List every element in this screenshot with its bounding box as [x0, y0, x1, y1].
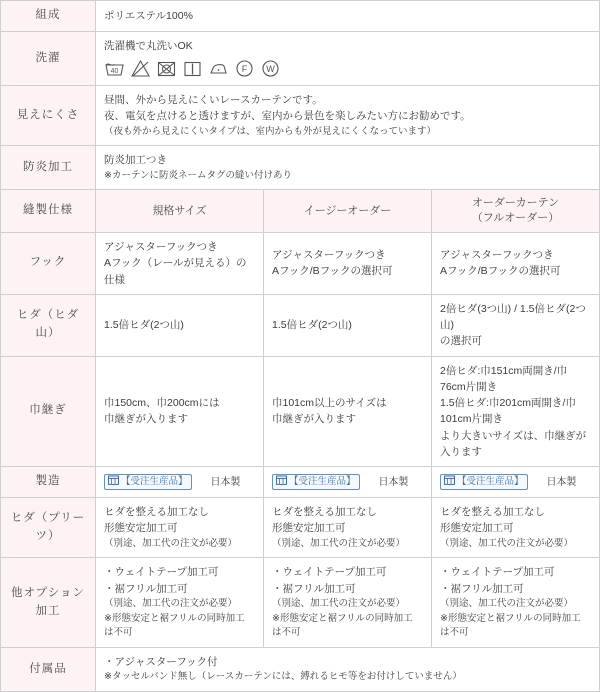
dry-clean-f-icon: [234, 58, 255, 79]
pleat-pleats-easy-order-line-2: 形態安定加工可: [272, 522, 346, 535]
iron-low-icon: [208, 58, 229, 79]
calendar-icon: [444, 475, 455, 485]
seam-full-order-line-3: より大きいサイズは、巾継ぎが入ります: [440, 429, 587, 458]
row-label-pleat-hida: ヒダ（ヒダ山）: [1, 294, 96, 356]
accessories-line-2: ※タッセルバンド無し（レースカーテンには、縛れるヒモ等をお付けしていません）: [104, 671, 462, 683]
table-row-pleat-hida: [1, 294, 600, 356]
made-to-order-badge: [272, 474, 360, 491]
row-label-seam: 巾継ぎ: [1, 356, 96, 467]
calendar-icon: [108, 475, 119, 485]
other-options-easy-order-line-2: ・裾フリル加工可: [272, 582, 356, 595]
hook-standard: [96, 233, 264, 295]
row-label-hook: フック: [1, 233, 96, 295]
svg-text:F: F: [241, 64, 248, 75]
table-row-visibility: [1, 86, 600, 146]
seam-standard-line-2: 巾継ぎが入ります: [104, 413, 188, 426]
seam-easy-order-line-1: 巾101cm以上のサイズは: [272, 397, 387, 410]
col-header-full-order: [432, 190, 600, 233]
manufacture-standard: [96, 467, 264, 498]
other-options-full-order-line-3: （別途、加工代の注文が必要）: [440, 597, 574, 609]
seam-easy-order: [264, 356, 432, 467]
flameproof-line-2: ※カーテンに防炎ネームタグの縫い付けあり: [104, 169, 292, 181]
table-row-material: [1, 1, 600, 32]
manufacture-easy-order: [264, 467, 432, 498]
table-row-other-options: [1, 558, 600, 648]
pleat-pleats-full-order-line-2: 形態安定加工可: [440, 522, 514, 535]
made-to-order-badge-label: 【受注生産品】: [289, 475, 356, 487]
bleach-triangle-no-icon: [130, 58, 151, 79]
seam-full-order-line-2: 1.5倍ヒダ:巾201cm両開き/巾101cm片開き: [440, 397, 576, 426]
tumble-dry-no-icon: [156, 58, 177, 79]
table-row-pleat-pleats: [1, 498, 600, 558]
other-options-full-order-line-2: ・裾フリル加工可: [440, 582, 524, 595]
pleat-pleats-standard-line-3: （別途、加工代の注文が必要）: [104, 537, 238, 549]
seam-standard: [96, 356, 264, 467]
col-header-full-order-line-1: オーダーカーテン: [471, 197, 560, 210]
seam-full-order-line-1: 2倍ヒダ:巾151cm両開き/巾76cm片開き: [440, 364, 568, 393]
accessories-line-1: ・アジャスターフック付: [104, 655, 218, 668]
manufacture-full-order: [432, 467, 600, 498]
col-header-full-order-line-2: （フルオーダー）: [471, 212, 560, 225]
pleat-pleats-standard-line-2: 形態安定加工可: [104, 522, 178, 535]
row-value-flameproof: [96, 146, 600, 190]
svg-text:40: 40: [110, 68, 119, 76]
row-label-pleat-pleats: ヒダ（プリーツ）: [1, 498, 96, 558]
pleat-pleats-standard: [96, 498, 264, 558]
made-to-order-badge: [440, 474, 528, 491]
row-label-visibility: 見えにくさ: [1, 86, 96, 146]
hook-full-order-line-1: アジャスターフックつき: [440, 249, 554, 262]
other-options-standard: [96, 558, 264, 648]
other-options-easy-order: [264, 558, 432, 648]
table-row-manufacture: [1, 467, 600, 498]
col-header-standard-size: 規格サイズ: [96, 190, 264, 233]
table-row-washing: [1, 31, 600, 85]
other-options-standard-line-1: ・ウェイトテープ加工可: [104, 566, 219, 579]
calendar-icon: [276, 475, 287, 485]
table-row-accessories: [1, 647, 600, 691]
row-value-material: ポリエステル100%: [96, 1, 600, 32]
hook-full-order: [432, 233, 600, 295]
made-to-order-badge-label: 【受注生産品】: [457, 475, 524, 487]
table-row-flameproof: [1, 146, 600, 190]
other-options-full-order-line-1: ・ウェイトテープ加工可: [440, 566, 555, 579]
hook-standard-line-1: アジャスターフックつき: [104, 241, 218, 253]
row-label-manufacture: 製造: [1, 467, 96, 498]
svg-text:W: W: [266, 64, 275, 75]
pleat-hida-standard: 1.5倍ヒダ(2つ山): [96, 294, 264, 356]
other-options-easy-order-line-1: ・ウェイトテープ加工可: [272, 566, 387, 579]
care-symbol-row: [104, 58, 591, 79]
row-value-accessories: [96, 647, 600, 691]
row-value-washing: [96, 31, 600, 85]
pleat-pleats-full-order-line-1: ヒダを整える加工なし: [440, 506, 545, 518]
row-label-sewing-spec: 縫製仕様: [1, 190, 96, 233]
hook-full-order-line-2: Aフック/Bフックの選択可: [440, 265, 561, 278]
made-in-label-standard: 日本製: [210, 476, 241, 488]
wet-clean-w-icon: [260, 58, 281, 79]
row-label-accessories: 付属品: [1, 647, 96, 691]
seam-full-order: [432, 356, 600, 467]
other-options-full-order: [432, 558, 600, 648]
row-label-other-options: 他オプション加工: [1, 558, 96, 648]
other-options-easy-order-line-4: ※形態安定と裾フリルの同時加工: [272, 612, 413, 624]
pleat-pleats-full-order: [432, 498, 600, 558]
other-options-standard-line-4: ※形態安定と裾フリルの同時加工: [104, 612, 245, 624]
pleat-hida-full-order-line-2: の選択可: [440, 335, 482, 348]
visibility-line-2: 夜、電気を点けると透けますが、室内から景色を楽しみたい方にお勧めです。: [104, 110, 471, 123]
visibility-line-1: 昼間、外から見えにくいレースカーテンです。: [104, 94, 323, 107]
pleat-pleats-easy-order: [264, 498, 432, 558]
other-options-easy-order-line-3: （別途、加工代の注文が必要）: [272, 597, 406, 609]
other-options-standard-line-3: （別途、加工代の注文が必要）: [104, 597, 238, 609]
hook-standard-line-2: Aフック（レールが見える）の仕様: [104, 257, 247, 286]
other-options-standard-line-5: は不可: [104, 627, 133, 639]
col-header-easy-order: イージーオーダー: [264, 190, 432, 233]
pleat-pleats-full-order-line-3: （別途、加工代の注文が必要）: [440, 537, 574, 549]
other-options-full-order-line-4: ※形態安定と裾フリルの同時加工: [440, 612, 581, 624]
hook-easy-order-line-2: Aフック/Bフックの選択可: [272, 265, 393, 278]
drip-dry-icon: [182, 58, 203, 79]
pleat-hida-full-order-line-1: 2倍ヒダ(3つ山) / 1.5倍ヒダ(2つ山): [440, 302, 586, 332]
row-label-washing: 洗濯: [1, 31, 96, 85]
table-row-sewing-spec-header: [1, 190, 600, 233]
made-to-order-badge-label: 【受注生産品】: [121, 475, 188, 487]
pleat-hida-easy-order: 1.5倍ヒダ(2つ山): [264, 294, 432, 356]
other-options-easy-order-line-5: は不可: [272, 627, 301, 639]
made-to-order-badge: [104, 474, 192, 491]
made-in-label-easy-order: 日本製: [378, 476, 409, 488]
row-label-material: 組成: [1, 1, 96, 32]
pleat-pleats-easy-order-line-1: ヒダを整える加工なし: [272, 506, 377, 518]
seam-easy-order-line-2: 巾継ぎが入ります: [272, 413, 356, 426]
pleat-pleats-easy-order-line-3: （別途、加工代の注文が必要）: [272, 537, 406, 549]
pleat-pleats-standard-line-1: ヒダを整える加工なし: [104, 506, 209, 518]
other-options-standard-line-2: ・裾フリル加工可: [104, 582, 188, 595]
row-value-visibility: [96, 86, 600, 146]
row-label-flameproof: 防炎加工: [1, 146, 96, 190]
table-row-hook: [1, 233, 600, 295]
made-in-label-full-order: 日本製: [546, 476, 577, 488]
table-row-seam: [1, 356, 600, 467]
pleat-hida-full-order: [432, 294, 600, 356]
seam-standard-line-1: 巾150cm、巾200cmには: [104, 397, 220, 410]
hook-easy-order-line-1: アジャスターフックつき: [272, 249, 386, 262]
flameproof-line-1: 防炎加工つき: [104, 154, 167, 167]
washing-text: 洗濯機で丸洗いOK: [104, 39, 193, 52]
wash-tub-40-icon: [104, 58, 125, 79]
other-options-full-order-line-5: は不可: [440, 627, 469, 639]
hook-easy-order: [264, 233, 432, 295]
visibility-line-3: （夜も外から見えにくいタイプは、室内からも外が見えにくくなっています）: [104, 125, 437, 137]
